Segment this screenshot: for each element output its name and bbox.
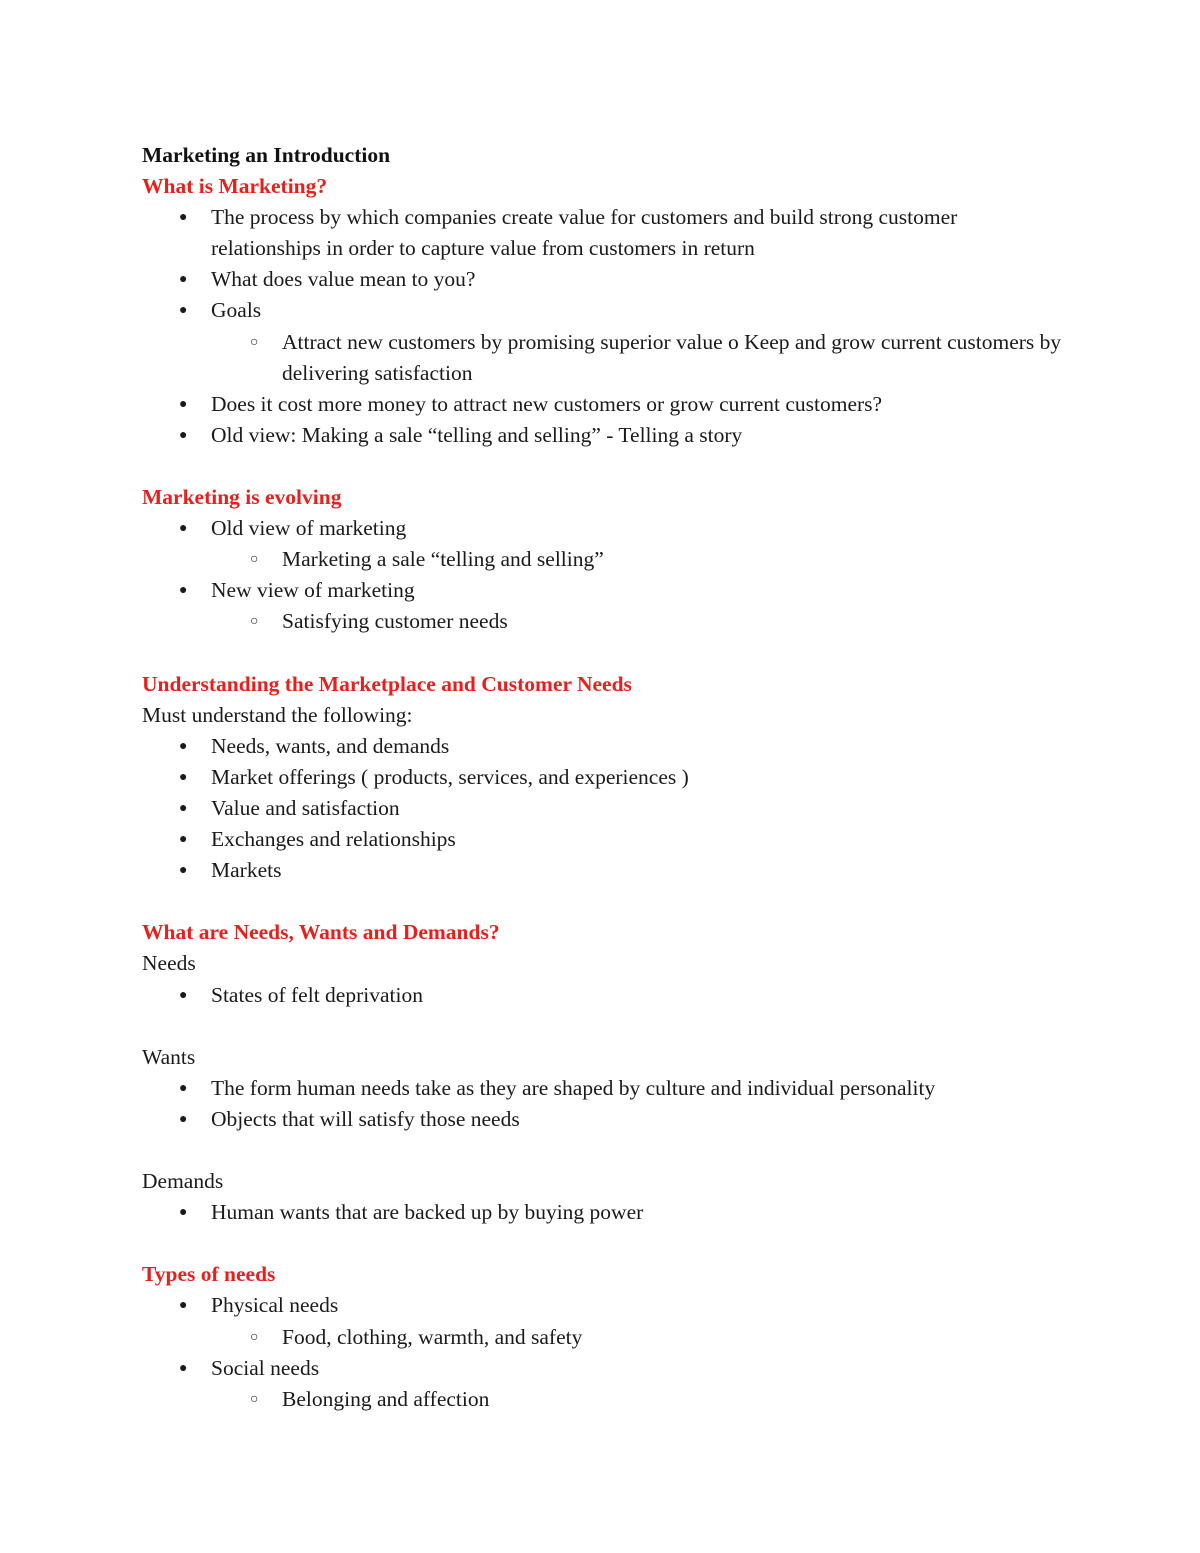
- list-item: [142, 1290, 1062, 1321]
- bullet-filled-icon: ●: [179, 987, 188, 1003]
- list-item-text: Markets: [211, 858, 282, 883]
- list-item-text: Human wants that are backed up by buying power: [211, 1200, 644, 1225]
- list-item: [142, 202, 1062, 264]
- list-item: [142, 264, 1062, 295]
- list-item: [142, 855, 1062, 886]
- list-item: [142, 980, 1062, 1011]
- bullet-filled-icon: ●: [179, 521, 188, 537]
- bullet-filled-icon: ●: [179, 1111, 188, 1127]
- list-item-text: Social needs: [211, 1355, 320, 1380]
- section-heading-needs-wants-demands: What are Needs, Wants and Demands?: [142, 920, 500, 945]
- demands-label: Demands: [142, 1169, 224, 1194]
- needs-label: Needs: [142, 951, 196, 976]
- list-item-text: Market offerings ( products, services, and experiences ): [211, 764, 689, 789]
- bullet-filled-icon: ●: [179, 738, 188, 754]
- document-title: Marketing an Introduction: [142, 143, 391, 167]
- list-item: [142, 793, 1062, 824]
- list-item: [142, 1353, 1062, 1384]
- list-item-text: The form human needs take as they are shaped by culture and individual personality: [211, 1075, 936, 1100]
- bullet-hollow-icon: ○: [250, 614, 259, 630]
- list-item-text: Needs, wants, and demands: [211, 733, 450, 758]
- list-item-text: What does value mean to you?: [211, 267, 476, 292]
- list-item-text: States of felt deprivation: [211, 982, 423, 1007]
- list-item-text: Value and satisfaction: [211, 795, 400, 820]
- list-item: [142, 295, 1062, 326]
- bullet-filled-icon: ●: [179, 1360, 188, 1376]
- blank-line: [142, 886, 1062, 917]
- blank-line: [142, 1228, 1062, 1259]
- bullet-filled-icon: ●: [179, 769, 188, 785]
- list-item: [142, 1197, 1062, 1228]
- section-heading-understanding-marketplace: Understanding the Marketplace and Customer Needs: [142, 671, 632, 696]
- sub-list-item: [142, 606, 1062, 637]
- list-item: [142, 1073, 1062, 1104]
- list-item-text: Old view of marketing: [211, 516, 407, 541]
- section-intro: Must understand the following:: [142, 702, 413, 727]
- blank-line: [142, 451, 1062, 482]
- list-item-text: Old view: Making a sale “telling and selling” - Telling a story: [211, 422, 743, 447]
- list-item: [142, 575, 1062, 606]
- list-item: [142, 420, 1062, 451]
- bullet-hollow-icon: ○: [250, 552, 259, 568]
- bullet-filled-icon: ●: [179, 1205, 188, 1221]
- list-item: [142, 513, 1062, 544]
- bullet-hollow-icon: ○: [250, 1329, 259, 1345]
- list-item: [142, 389, 1062, 420]
- bullet-filled-icon: ●: [179, 1298, 188, 1314]
- list-item: [142, 731, 1062, 762]
- section-heading-marketing-is-evolving: Marketing is evolving: [142, 485, 342, 510]
- list-item-text: The process by which companies create value for customers and build strong customer relationships in order to capture value from customers in return: [211, 205, 958, 261]
- list-item-text: Does it cost more money to attract new customers or grow current customers?: [211, 391, 883, 416]
- list-item-text: Goals: [211, 298, 262, 323]
- list-item: [142, 1104, 1062, 1135]
- sub-list-item-text: Satisfying customer needs: [282, 609, 508, 634]
- bullet-filled-icon: ●: [179, 303, 188, 319]
- list-item-text: Objects that will satisfy those needs: [211, 1106, 520, 1131]
- section-heading-what-is-marketing: What is Marketing?: [142, 174, 328, 199]
- bullet-hollow-icon: ○: [250, 334, 259, 350]
- list-item-text: Exchanges and relationships: [211, 827, 456, 852]
- bullet-hollow-icon: ○: [250, 1391, 259, 1407]
- sub-list-item-text: Marketing a sale “telling and selling”: [282, 547, 604, 572]
- sub-list-item-text: Belonging and affection: [282, 1386, 490, 1411]
- bullet-filled-icon: ●: [179, 832, 188, 848]
- document-page: [142, 140, 1062, 1415]
- list-item-text: New view of marketing: [211, 578, 415, 603]
- bullet-filled-icon: ●: [179, 863, 188, 879]
- bullet-filled-icon: ●: [179, 1080, 188, 1096]
- bullet-filled-icon: ●: [179, 210, 188, 226]
- bullet-filled-icon: ●: [179, 800, 188, 816]
- blank-line: [142, 638, 1062, 669]
- sub-list-item: [142, 544, 1062, 575]
- sub-list-item-text: Attract new customers by promising superior value o Keep and grow current customers by delivering satisfaction: [282, 329, 1062, 385]
- sub-list-item-text: Food, clothing, warmth, and safety: [282, 1324, 583, 1349]
- wants-label: Wants: [142, 1044, 196, 1069]
- blank-line: [142, 1011, 1062, 1042]
- bullet-filled-icon: ●: [179, 427, 188, 443]
- list-item: [142, 762, 1062, 793]
- section-heading-types-of-needs: Types of needs: [142, 1262, 276, 1287]
- list-item-text: Physical needs: [211, 1293, 339, 1318]
- bullet-filled-icon: ●: [179, 272, 188, 288]
- bullet-filled-icon: ●: [179, 396, 188, 412]
- sub-list-item: [142, 1322, 1062, 1353]
- list-item: [142, 824, 1062, 855]
- sub-list-item: [142, 1384, 1062, 1415]
- blank-line: [142, 1135, 1062, 1166]
- sub-list-item: [142, 327, 1062, 389]
- bullet-filled-icon: ●: [179, 583, 188, 599]
